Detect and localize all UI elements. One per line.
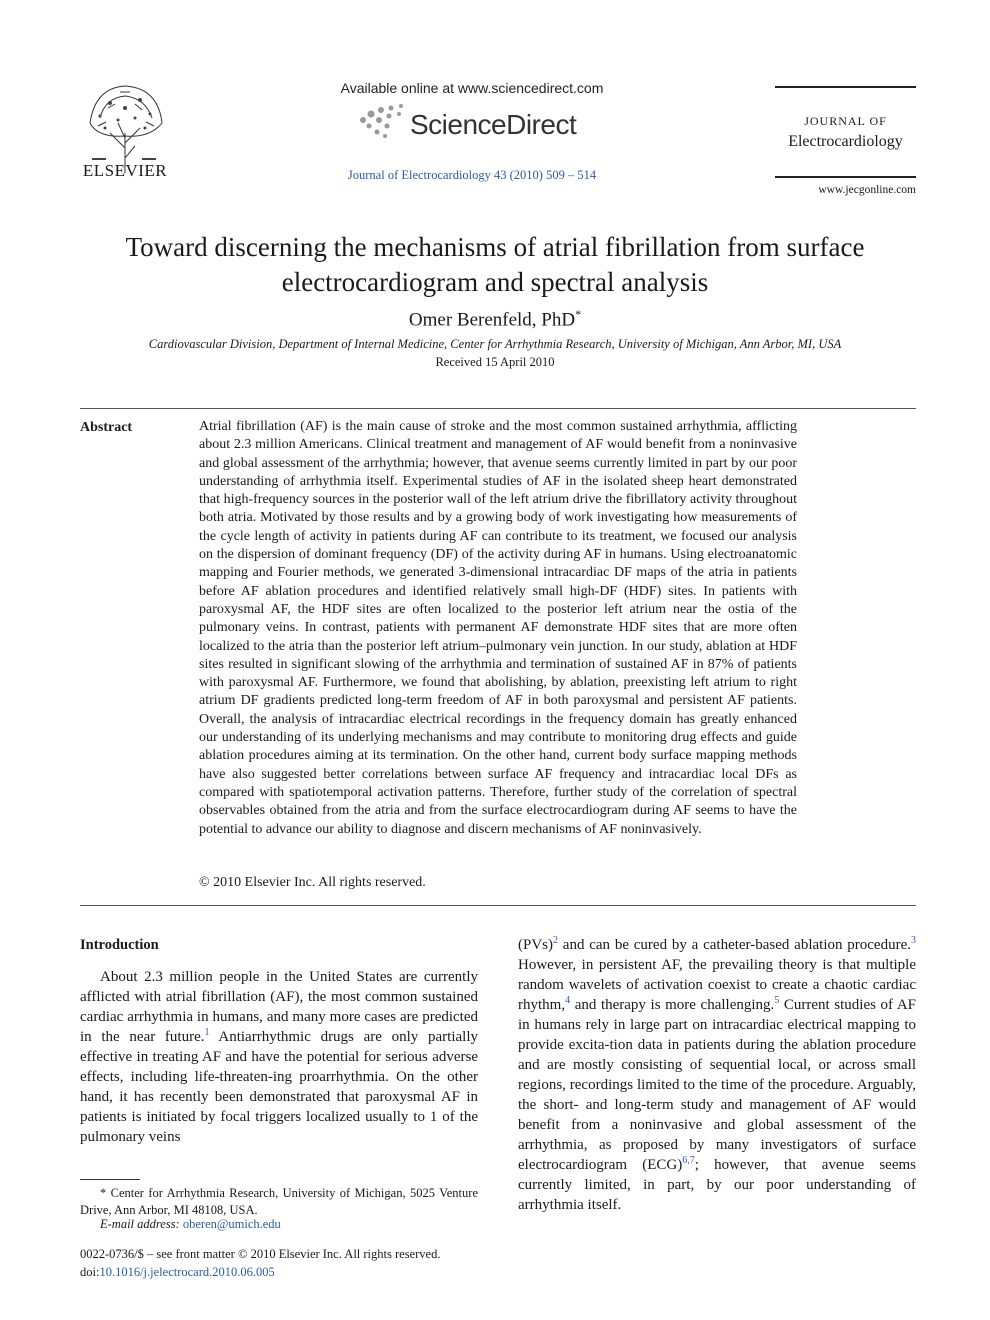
intro-right-text-1: (PVs) [518,937,554,953]
email-footnote [100,1217,281,1232]
intro-right-text-6: ; however, that avenue seems currently limited, in part, by our poor understanding of arrhythmia itself. [518,1157,916,1213]
received-date: Received 15 April 2010 [435,355,555,369]
available-online-link[interactable]: Available online at www.sciencedirect.com [340,80,604,96]
article-title [60,230,930,300]
journal-url-link[interactable]: www.jecgonline.com [818,184,916,196]
footnote-rule [80,1179,140,1180]
reference-link[interactable]: 2 [553,935,559,946]
corresponding-author-footnote: * Center for Arrhythmia Research, University of Michigan, 5025 Venture Drive, Ann Arbor, MI 48108, USA. [80,1186,478,1217]
reference-link[interactable]: 6,7 [682,1155,695,1166]
intro-left-column [80,967,478,1147]
author-affiliation: Cardiovascular Division, Department of Internal Medicine, Center for Arrhythmia Research, University of Michigan, Ann Arbor, MI, USA [148,337,842,351]
intro-left-text-1: About 2.3 million people in the United States are currently afflicted with atrial fibrillation (AF), the most common sustained cardiac arrhythmia in humans, and many more cases are predicted in the near future. [80,969,478,1045]
introduction-heading: Introduction [80,937,159,953]
reference-link[interactable]: 5 [774,995,780,1006]
intro-right-text-3: However, in persistent AF, the prevailing theory is that multiple random wavelets of activation coexist to create a chaotic cardiac rhythm, [518,957,916,1013]
intro-right-text-2: and can be cured by a catheter-based ablation procedure. [558,937,911,953]
email-label: E-mail address: [100,1217,180,1231]
sciencedirect-wordmark[interactable]: ScienceDirect [410,109,577,140]
intro-left-text-2: Antiarrhythmic drugs are only partially effective in treating AF and have the potential for serious adverse effects, including life-threaten-ing proarrhythmia. On the other hand, it has recently been demonstrated that paroxysmal AF in patients is initiated by focal triggers localized usually to 1 of the pulmonary veins [80,1029,478,1145]
intro-right-text-5: Current studies of AF in humans rely in large part on intracardiac electrical mapping to provide excita-tion data in patients during the ablation procedure and are mostly consisting of sequential local, or across small regions, recordings limited to the time of the procedure. Arguably, the short- and long-term study and management of AF would benefit from a noninvasive and global assessment of the arrhythmia, as proposed by many investigators of surface electrocardiogram (ECG) [518,997,917,1173]
doi-label: doi: [80,1265,100,1279]
title-line-1: Toward discerning the mechanisms of atrial fibrillation from surface [125,232,865,262]
reference-link[interactable]: 4 [565,995,571,1006]
abstract-rule-bottom [80,905,916,906]
sciencedirect-dots-icon [355,102,415,142]
abstract-copyright: © 2010 Elsevier Inc. All rights reserved. [199,875,426,890]
journal-citation-link[interactable]: Journal of Electrocardiology 43 (2010) 509 – 514 [347,168,597,182]
journal-rule-top [775,86,916,88]
author-line [60,307,930,331]
doi-link[interactable]: 10.1016/j.jelectrocard.2010.06.005 [99,1265,275,1279]
intro-right-text-4: and therapy is more challenging. [570,997,775,1013]
abstract-rule-top [80,408,916,409]
author-name[interactable]: Omer Berenfeld, PhD [408,309,576,331]
reference-link[interactable]: 1 [204,1027,210,1038]
journal-rule-bottom [775,176,916,178]
title-line-2: electrocardiogram and spectral analysis [281,267,709,297]
publisher-name: ELSEVIER [82,161,168,180]
abstract-label: Abstract [80,420,133,435]
intro-right-column [518,935,916,1215]
email-link[interactable]: oberen@umich.edu [182,1217,281,1231]
journal-name-line2: Electrocardiology [788,133,903,150]
abstract-text: Atrial fibrillation (AF) is the main cause of stroke and the most common sustained arrhythmia, afflicting about 2.3 million Americans. Clinical treatment and management of AF would benefit from a noninvasive and global assessment of the arrhythmia; however, that avenue seems currently limited in part by our poor understanding of arrhythmia itself. Experimental studies of AF in the isolated sheep heart demonstrated that high-frequency sources in the posterior wall of the left atrium drive the fibrillatory activity throughout both atria. Motivated by those results and by a growing body of work investigating how measurements of the cycle length of activity in patients during AF can contribute to its treatment, we focused our analysis on the dispersion of dominant frequency (DF) of the activity during AF in humans. Using electroanatomic mapping and Fourier methods, we generated 3-dimensional intracardiac DF maps of the atria in patients before AF ablation procedures and identified relatively small high-DF (HDF) sites. In patients with paroxysmal AF, the HDF sites are often localized to the posterior left atrium near the ostia of the pulmonary veins. In contrast, patients with permanent AF demonstrate HDF sites that are more often localized to the atria than the posterior left atrium–pulmonary vein junction. In our study, ablation at HDF sites resulted in significant slowing of the arrhythmia and termination of sustained AF in 87% of patients with paroxysmal AF. Furthermore, we found that abolishing, by ablation, preexisting left atrium to right atrium DF gradients predicted long-term freedom of AF in both paroxysmal and persistent AF patients. Overall, the analysis of intracardiac electrical recordings in the frequency domain has greatly enhanced our understanding of its underlying mechanisms and may contribute to monitoring drug effects and guide ablation procedures aiming at its termination. On the other hand, current body surface mapping methods have also suggested better correlations between surface AF frequency and intracardiac local DFs as compared with spatiotemporal activation patterns. Therefore, further study of the correlation of spectral observables obtained from the atria and from the surface electrocardiogram during AF seems to have the potential to advance our ability to diagnose and discern mechanisms of AF noninvasively. [199,419,797,837]
doi-line [80,1265,275,1280]
issn-line: 0022-0736/$ – see front matter © 2010 Elsevier Inc. All rights reserved. [80,1247,441,1261]
reference-link[interactable]: 3 [911,935,916,946]
journal-name-line1: JOURNAL OF [804,114,887,128]
author-footnote-mark[interactable]: * [575,307,582,321]
